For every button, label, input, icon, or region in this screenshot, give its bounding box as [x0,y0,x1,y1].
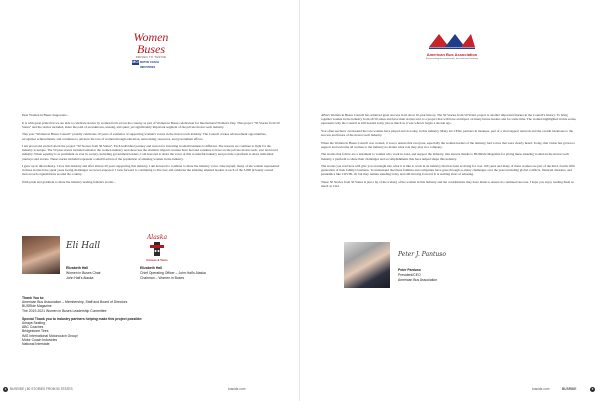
footer-publication: BUSRIDE | 50 STORIES FROM 50 STATES [10,387,73,391]
thank-you-item: The 2019-2021 Women in Buses Leadership Committee [22,308,107,313]
page-number: 4 [4,387,7,391]
logo-tagline: DRIVEN TO THRIVE [135,56,167,59]
partner-item: Motor Coach Industries [22,337,58,342]
mci-box: MCI [132,60,139,64]
thank-you-item: BUSRide Magazine [22,304,52,309]
left-paragraph-4: I grew up in this industry. I love this industry and after almost 20 years supporting this industry, I am honored to continue to share the industry voice. Like myself, many of the women represented in these stories have spent years facing challenges we never expected. I look forward to continuing to discover and celebrate the amazing talented leaders at each of the 3,000 privately owned motorcoach organizations around the country. [22,164,280,177]
signer-2-title-1: Chief Operating Officer – John Hall's Alaska [140,271,206,275]
special-thanks-title: Special Thank you to industry partners helping make this project possible: [22,316,143,321]
mci-badge [132,60,170,69]
right-paragraph-6: These 50 Stories from 50 States is just a tip of the iceberg of the women in this industry and the contributions they have made to ensure its continued success. I hope you enjoy reading them as much as I did. [321,180,574,189]
logo-word-buses: Buses [137,42,165,56]
aba-logo [413,32,491,64]
mci-text: MOTOR COACH INDUSTRIES [140,61,160,69]
right-paragraph-5: The stories you read here will give you an insight into what it is like to work in an industry that has been evolving for over 100 years and many of these women are part of the third, fourth, fifth generation of their family's business. To understand that these families and companies have gone through so many challenges over the years including global conflicts, financial disasters, and pandemics like COVID-19, but they remain standing today and still moving forward. It is nothing short of amazing. [321,164,575,177]
partner-item: Bridgestone Tires [22,329,49,334]
left-letter-body [22,113,280,188]
partner-item: ABC Coaches [22,325,44,330]
signer-2-title-2: Chairman – Women in Buses [140,276,185,280]
right-paragraph-1: ABA's Women in Buses Council has achieved great success in its short 10-year history. The 50 Stories from 50 States project is another important marker in the Council's history. To bring together women in the industry from all 50 states and have their stories told, is a project that will have an impact on many future leaders and for some time. The women highlighted in this series, represents why the Council is still needed today just as much as it was when it began a decade ago. [321,113,577,126]
women-in-buses-logo [123,31,179,76]
left-paragraph-1: It is with great pride that we are able to celebrate stories by women from across the country as part of Women in Buses celebration for International Women's Day. This project "50 Stories from 50 States" and the stories included, share the path of an unknown, unsung, and quiet, yet significantly important segment of the private motorcoach industry. [22,120,280,129]
alaska-logo-text: Alaska [146,234,168,241]
signer-title-2: American Bus Association [398,278,438,282]
alaska-totem-icon [149,241,165,257]
thank-you-title: Thank You to: [22,296,45,300]
signer-1-title-1: Women in Buses Chair [66,271,101,275]
left-paragraph-2: This year "Women in Buses Council" proudly celebrates 10 years of existence of supporting women's voices in the motorcoach industry. The Council creates advancement opportunities, recognizes achievements, and continues to advance the role of women through education, networking, resources, and government efforts. [22,132,267,141]
thank-you-section [22,296,280,346]
signer-1-title-2: John Hall's Alaska [66,276,94,280]
left-paragraph-3: I am proud and excited about the project "50 Stories from 50 States". Each individual journey and reason for investing in small business is different. The reasons we continue to fight for the industry is unique. The 50 plus stories included enhance the women industry and showcase the dramatic impacts women have had and continue to have on the private motorcoach, tour and travel industry. When equality is as prominent as ever in society, including government leaders, I am honored to share the voice of this wonderful industry and provide a platform to share individual journeys and stories. These stories included represent a small fraction of the population of amazing women in the industry. [22,144,278,161]
john-halls-alaska-logo [140,234,174,264]
partner-item: IMG International Motorcoach Group! [22,333,78,338]
signer-name: Peter Pantuso [398,268,421,272]
footer-url: busride.com [532,387,550,391]
signer-1-name: Elizabeth Hall [66,266,89,270]
salutation: Dear Women in Buses Supporters – [22,113,70,117]
peter-pantuso-photo [344,242,390,288]
signature-1: Eli Hall [66,241,101,251]
logo-word-women: Women [133,30,169,44]
right-page [300,0,600,401]
footer-url: busride.com [228,387,246,391]
partner-item: National Interstate [22,342,50,347]
left-paragraph-5: With pride and gratitude to share the industry leading female's stories – [22,180,116,185]
right-paragraph-3: When the Women in Buses Council was created, it was to ensure that everyone, especially the women leaders of the industry, had voices that were clearly heard. Today, that vision has grown to support and welcome all women to the industry no matter what role they play in a company. [321,140,575,149]
right-paragraph-2: You often see/have overlooked the role women have played and do today, in this industry. Many are CEOs, partners in business, part of a vital support network and the overall backbone to the success and future of the motorcoach industry. [321,128,573,137]
left-footer [0,386,300,396]
right-letter-body [321,113,579,192]
page-number: 5 [591,387,594,391]
signer-title-1: President/CEO [398,273,421,277]
aba-name: American Bus Association [426,52,478,57]
right-footer [300,386,600,396]
footer-publication: BUSRIDE [562,387,577,391]
aba-mark-icon [427,32,477,52]
elizabeth-hall-photo [22,236,60,274]
partner-item: Amaya Seating [22,321,45,326]
signature-pantuso: Peter J. Pantuso [398,251,446,258]
thank-you-item: American Bus Association – Membership, Staff and Board of Directors [22,300,128,305]
alaska-logo-tagline: Cruises & Tours [146,258,168,262]
signer-2-name: Elizabeth Hall [140,266,163,270]
right-paragraph-4: The stories that follow are a testament to women who work in, lead, and support the industry. Our sincere thanks to BUSRide Magazine for giving these amazing women in the motorcoach industry a platform to share their challenges and accomplishments that have helped shape this industry. [321,152,569,161]
aba-tagline: Representing the motorcoach, tour and travel industry [425,58,479,60]
